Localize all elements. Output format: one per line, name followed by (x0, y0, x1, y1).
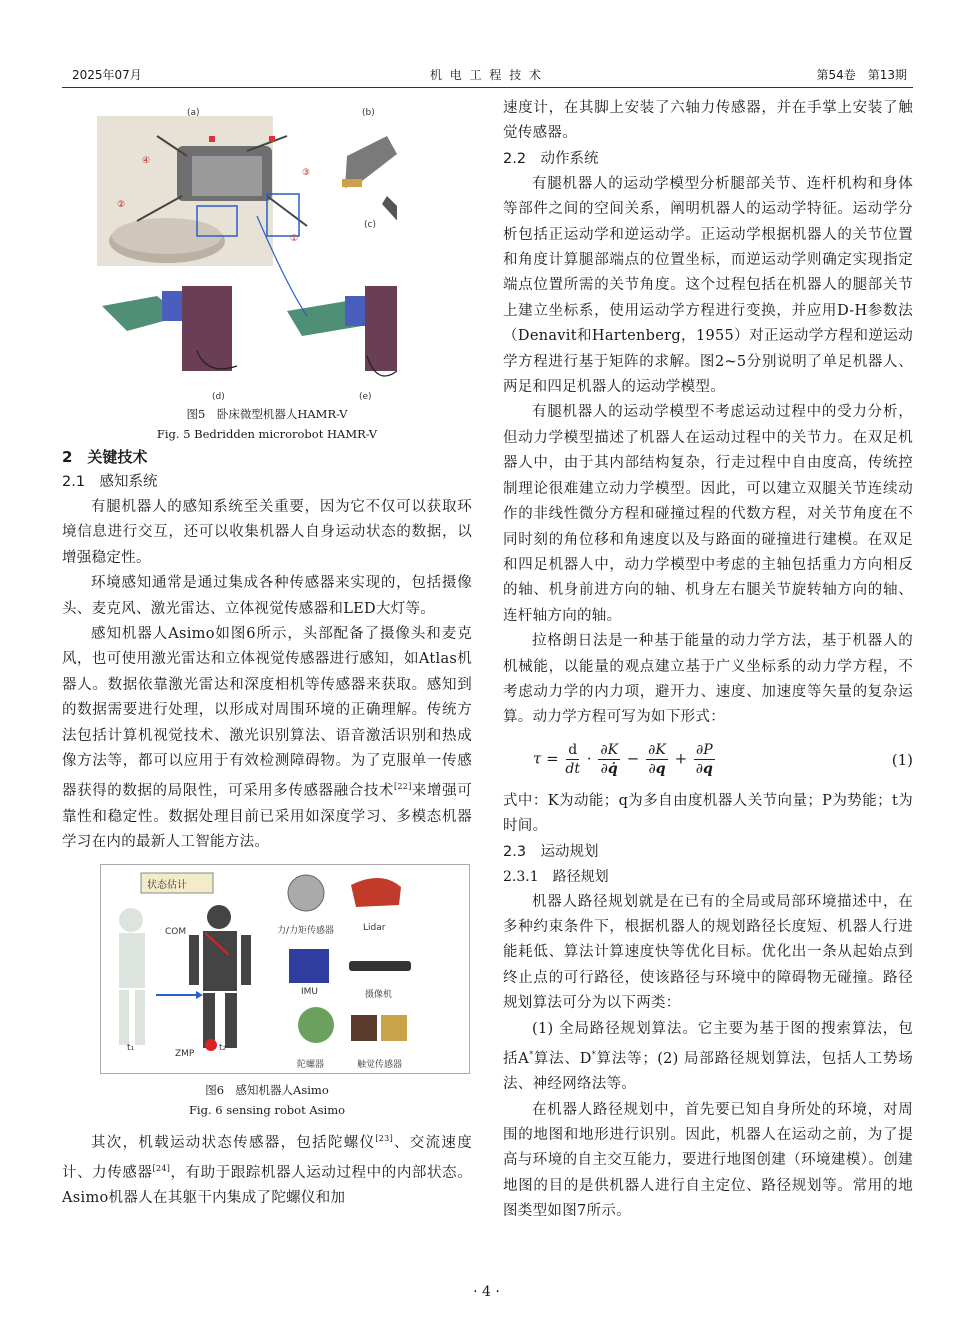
paragraph: 机器人路径规划就是在已有的全局或局部环境描述中，在多种约束条件下，根据机器人的规划路径长度短、机器人行进能耗低、算法计算速度快等优化目标。优化出一条从起始点到终止点的可行路径，使该路径与环境中的障碍物无碰撞。路径规划算法可分为以下两类： (503, 893, 913, 1012)
citation[interactable]: [24] (152, 1163, 171, 1173)
fig6-sensor-label: IMU (301, 986, 319, 997)
fig6-sensor-label: Lidar (363, 922, 386, 933)
paragraph: 速度计，在其脚上安装了六轴力传感器，并在手掌上安装了触觉传感器。 (503, 100, 913, 142)
left-column (62, 96, 472, 1211)
figure-6 (100, 864, 470, 1074)
header-date: 2025年07月 (72, 68, 142, 82)
fig5-caption-cn: 图5 卧床微型机器人HAMR-V (186, 407, 348, 421)
equation-body: τ = $\frac{d}{dt}$ · $\frac{\partial K}{\partial q̇}$ − $\frac{\partial K}{\partial q}$ + $\frac{\partial P}{\partial q}$ (533, 742, 713, 778)
fig6-sensor-label: 陀螺器 (297, 1059, 325, 1070)
equation-1 (503, 731, 913, 789)
fig6-caption-cn: 图6 感知机器人Asimo (205, 1082, 329, 1097)
fig6-sensor-label: 触觉传感器 (357, 1059, 403, 1070)
fig6-caption-en: Fig. 6 sensing robot Asimo (188, 1102, 346, 1117)
header-volume: 第54卷 第13期 (816, 68, 907, 82)
fig5-marker-3: ③ (302, 168, 311, 178)
fig6-sensor-label: 摄像机 (365, 989, 393, 1000)
section-2-3-title: 2.3 运动规划 (503, 843, 599, 860)
fig6-sensor-label: 力/力矩传感器 (277, 925, 335, 936)
paragraph: 有腿机器人的感知系统至关重要，因为它不仅可以获取环境信息进行交互，还可以收集机器人自身运动状态的数据，以增强稳定性。 (62, 499, 472, 566)
equation-number: (1) (891, 750, 913, 769)
paragraph: (1) 全局路径规划算法。它主要为基于图的搜索算法，包括A*算法、D*算法等；(2) 局部路径规划算法，包括人工势场法、神经网络法等。 (503, 1020, 914, 1093)
section-2-3-1-title: 2.3.1 路径规划 (503, 868, 609, 885)
paragraph: 有腿机器人的运动学模型不考虑运动过程中的受力分析，但动力学模型描述了机器人在运动过程中的关节力。在双足机器人中，由于其内部结构复杂，行走过程中自由度高，传统控制理论很难建立动力学模型。因此，可以建立双腿关节连续动作的非线性微分方程和碰撞过程的代数方程，对关节角度在不同时刻的角位移和角速度以及与路面的碰撞进行建模。在双足和四足机器人中，动力学模型中考虑的主轴包括重力方向相反的轴、机身前进方向的轴、机身左右腿关节旋转轴方向的轴、连杆轴方向的轴。 (503, 404, 913, 624)
fig5-label-b: (b) (362, 108, 375, 118)
fig5-marker-1: ① (290, 234, 299, 244)
header-rule (62, 87, 913, 88)
page-number: · 4 · (473, 1284, 500, 1300)
section-2-title: 2 关键技术 (62, 448, 148, 466)
paragraph: 环境感知通常是通过集成各种传感器来实现的，包括摄像头、麦克风、激光雷达、立体视觉传感器和LED大灯等。 (62, 575, 472, 617)
fig5-label-e: (e) (359, 392, 372, 402)
fig6-t2-label: t₂ (219, 1042, 227, 1053)
right-column (503, 96, 913, 1225)
section-2-1-title: 2.1 感知系统 (62, 474, 158, 490)
asimo-sensors-illustration (101, 865, 469, 1073)
fig6-com-label: COM (165, 926, 187, 937)
section-2-2-title: 2.2 动作系统 (503, 150, 599, 167)
paragraph: 拉格朗日法是一种基于能量的动力学方法，基于机器人的机械能，以能量的观点建立基于广义坐标系的动力学方程，不考虑动力学的内力项，避开力、速度、加速度等矢量的复杂运算。动力学方程可写为如下形式： (503, 633, 913, 726)
fig5-label-c: (c) (364, 220, 376, 230)
paragraph: 其次，机载运动状态传感器，包括陀螺仪[23]、交流速度计、力传感器[24]，有助于跟踪机器人运动过程中的内部状态。Asimo机器人在其躯干内集成了陀螺仪和加 (62, 1133, 472, 1206)
fig6-zmp-label: ZMP (175, 1048, 195, 1059)
citation[interactable]: [22] (394, 782, 412, 792)
fig5-label-a: (a) (187, 108, 200, 118)
paragraph: 在机器人路径规划中，首先要已知自身所处的环境，对周围的地图和地形进行识别。因此，机器人在运动之前，为了提高与环境的自主交互能力，要进行地图创建（环境建模）。创建地图的目的是供机器人进行自主定位、路径规划等。常用的地图类型如图7所示。 (503, 1101, 913, 1220)
hamr-v-illustration (97, 96, 397, 404)
fig5-marker-2: ② (117, 200, 126, 210)
paragraph: 感知机器人Asimo如图6所示，头部配备了摄像头和麦克风，也可使用激光雷达和立体视觉传感器进行感知，如Atlas机器人。数据依靠激光雷达和深度相机等传感器来获取。感知到的数据需要进行处理，以形成对周围环境的正确理解。传统方法包括计算机视觉技术、激光识别算法、语音激活识别和热成像方法等，都可以应用于有效检测障碍物。为了克服单一传感器获得的数据的局限性，可采用多传感器融合技术[22]来增强可靠性和稳定性。数据处理目前已采用如深度学习、多模态机器学习在内的最新人工智能方法。 (62, 626, 472, 851)
fig5-caption-en: Fig. 5 Bedridden microrobot HAMR-V (156, 427, 378, 441)
citation[interactable]: [23] (375, 1133, 393, 1143)
fig6-t1-label: t₁ (127, 1042, 135, 1053)
fig5-marker-4: ④ (142, 156, 151, 166)
paragraph: 式中：K为动能；q为多自由度机器人关节向量；P为势能；t为时间。 (503, 792, 913, 835)
figure-5 (97, 96, 397, 404)
paragraph: 有腿机器人的运动学模型分析腿部关节、连杆机构和身体等部件之间的空间关系，阐明机器人的运动学特征。运动学分析包括正运动学和逆运动学。正运动学根据机器人的关节位置和角度计算腿部端点的位置坐标，而逆运动学则确定实现指定端点位置所需的关节角度。这个过程包括在机器人的腿部关节上建立坐标系，使用运动学方程进行变换，并应用D-H参数法（Denavit和Hartenberg，1955）对正运动学方程和逆运动学方程进行基于矩阵的求解。图2~5分别说明了单足机器人、两足和四足机器人的运动学模型。 (503, 175, 913, 396)
header-journal: 机 电 工 程 技 术 (429, 68, 544, 82)
fig6-state-label: 状态估计 (147, 879, 187, 891)
fig5-label-d: (d) (212, 392, 225, 402)
